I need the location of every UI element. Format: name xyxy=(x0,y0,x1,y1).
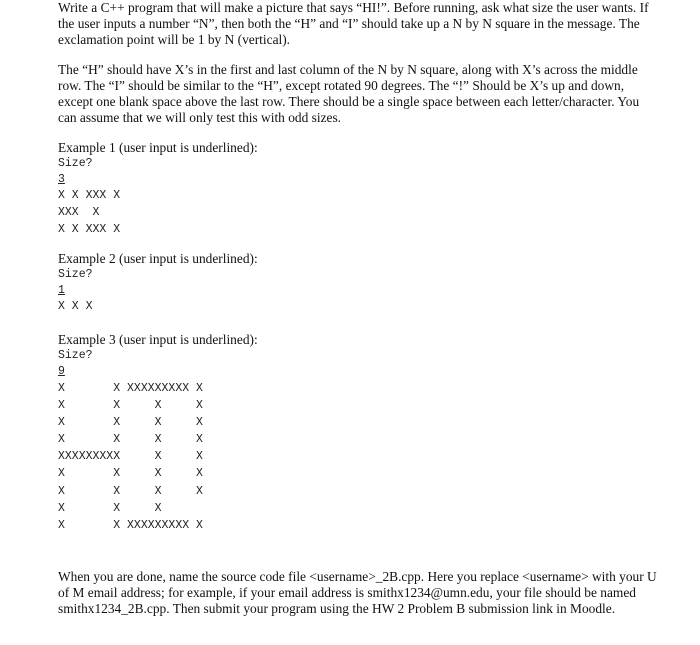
example-3-input: 9 xyxy=(58,365,65,378)
example-1-output: X X XXX X XXX X X X XXX X xyxy=(58,189,121,236)
example-3-output: X X XXXXXXXXX X X X X X X X X X X X X X XXXXXXXXX X X X X X X X X X X X X X X X XXXXXXXXX X xyxy=(58,382,203,532)
example-2-input: 1 xyxy=(58,284,65,297)
example-2-prompt: Size? xyxy=(58,268,93,281)
example-1-heading: Example 1 (user input is underlined): xyxy=(58,140,258,155)
example-1-input: 3 xyxy=(58,173,65,186)
closing-paragraph: When you are done, name the source code file <username>_2B.cpp. Here you replace <username> with your U of M email address; for example, if your email address is smithx1234@umn.edu, your file should be named smithx1234_2B.cpp. Then submit your program using the HW 2 Problem B submission link in Moodle. xyxy=(58,569,657,616)
example-1-prompt: Size? xyxy=(58,157,93,170)
example-3-heading: Example 3 (user input is underlined): xyxy=(58,332,258,347)
example-2-output: X X X xyxy=(58,300,93,313)
example-2-heading: Example 2 (user input is underlined): xyxy=(58,251,258,266)
example-3-prompt: Size? xyxy=(58,349,93,362)
intro-paragraph: Write a C++ program that will make a picture that says “HI!”. Before running, ask what size the user wants. If the user inputs a number “N”, then both the “H” and “I” should take up a N by N square in the message. The exclamation point will be 1 by N (vertical). xyxy=(58,0,649,47)
details-paragraph: The “H” should have X’s in the first and last column of the N by N square, along with X’s across the middle row. The “I” should be similar to the “H”, except rotated 90 degrees. The “!” Should be X’s up and down, except one blank space above the last row. There should be a single space between each letter/character. You can assume that we will only test this with odd sizes. xyxy=(58,62,640,125)
